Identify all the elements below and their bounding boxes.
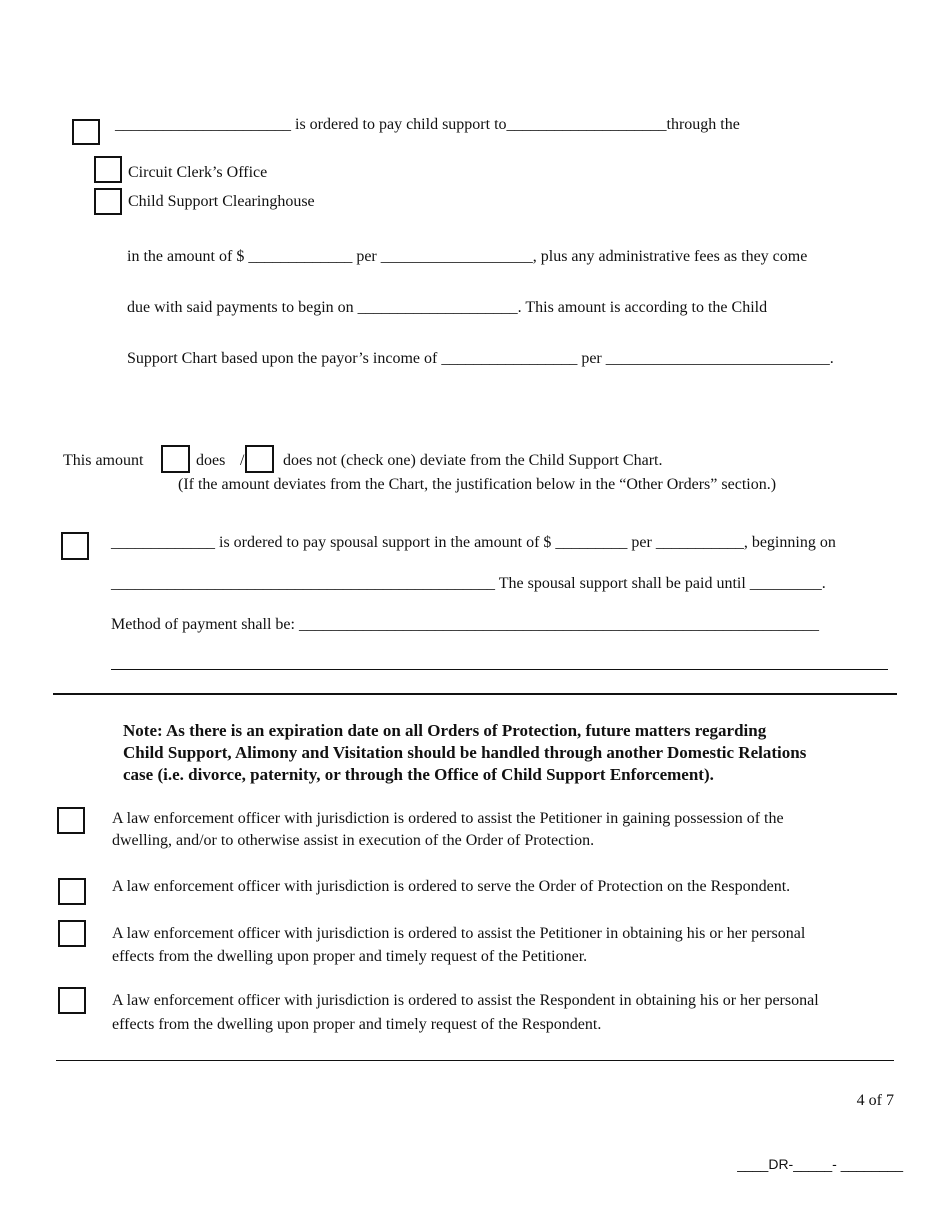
does-not-checkbox[interactable] — [245, 445, 274, 473]
deviation-note: (If the amount deviates from the Chart, the justification below in the “Other Orders” section.) — [178, 476, 777, 493]
does-not-label: does not (check one) deviate from the Child Support Chart. — [283, 452, 663, 469]
serve-order-text: A law enforcement officer with jurisdiction is ordered to serve the Order of Protection on the Respondent. — [112, 878, 791, 895]
does-label: does — [196, 452, 226, 469]
petitioner-effects-line2: effects from the dwelling upon proper and timely request of the Petitioner. — [112, 948, 588, 965]
circuit-clerk-label: Circuit Clerk’s Office — [128, 164, 268, 181]
circuit-clerk-checkbox[interactable] — [94, 156, 122, 183]
spousal-support-checkbox[interactable] — [61, 532, 89, 560]
child-support-order-line: ______________________ is ordered to pay child support to____________________through the — [115, 116, 740, 133]
respondent-effects-line2: effects from the dwelling upon proper and timely request of the Respondent. — [112, 1016, 602, 1033]
page-number: 4 of 7 — [856, 1092, 894, 1109]
due-line: due with said payments to begin on ____________________. This amount is according to the Child — [127, 299, 768, 316]
amount-line: in the amount of $ _____________ per ___________________, plus any administrative fees as they come — [127, 248, 808, 265]
clearinghouse-label: Child Support Clearinghouse — [128, 193, 315, 210]
note-line2: Child Support, Alimony and Visitation should be handled through another Domestic Relations — [123, 743, 807, 762]
petitioner-effects-line1: A law enforcement officer with jurisdiction is ordered to assist the Petitioner in obtaining his or her personal — [112, 925, 806, 942]
respondent-effects-checkbox[interactable] — [58, 987, 86, 1014]
section-divider — [53, 693, 897, 695]
petitioner-effects-checkbox[interactable] — [58, 920, 86, 947]
note-line1: Note: As there is an expiration date on all Orders of Protection, future matters regarding — [123, 721, 767, 740]
spousal-support-line1: _____________ is ordered to pay spousal support in the amount of $ _________ per ___________, beginning on — [111, 534, 836, 551]
deviation-prefix: This amount — [63, 452, 144, 469]
payment-method-blank-line — [111, 669, 888, 670]
assist-possession-line1: A law enforcement officer with jurisdiction is ordered to assist the Petitioner in gaining possession of the — [112, 810, 784, 827]
serve-order-checkbox[interactable] — [58, 878, 86, 905]
chart-income-line: Support Chart based upon the payor’s income of _________________ per ____________________________. — [127, 350, 834, 367]
assist-possession-checkbox[interactable] — [57, 807, 85, 834]
footer-divider — [56, 1060, 894, 1061]
does-checkbox[interactable] — [161, 445, 190, 473]
assist-possession-line2: dwelling, and/or to otherwise assist in execution of the Order of Protection. — [112, 832, 595, 849]
clearinghouse-checkbox[interactable] — [94, 188, 122, 215]
respondent-effects-line1: A law enforcement officer with jurisdiction is ordered to assist the Respondent in obtaining his or her personal — [112, 992, 819, 1009]
note-line3: case (i.e. divorce, paternity, or through the Office of Child Support Enforcement). — [123, 765, 714, 784]
payment-method-line: Method of payment shall be: _________________________________________________________________ — [111, 616, 819, 633]
spousal-support-line2: ________________________________________________ The spousal support shall be paid until _________. — [111, 575, 826, 592]
case-number: ____DR-_____- ________ — [737, 1156, 903, 1172]
slash-separator: / — [240, 452, 245, 469]
child-support-checkbox[interactable] — [72, 119, 100, 145]
